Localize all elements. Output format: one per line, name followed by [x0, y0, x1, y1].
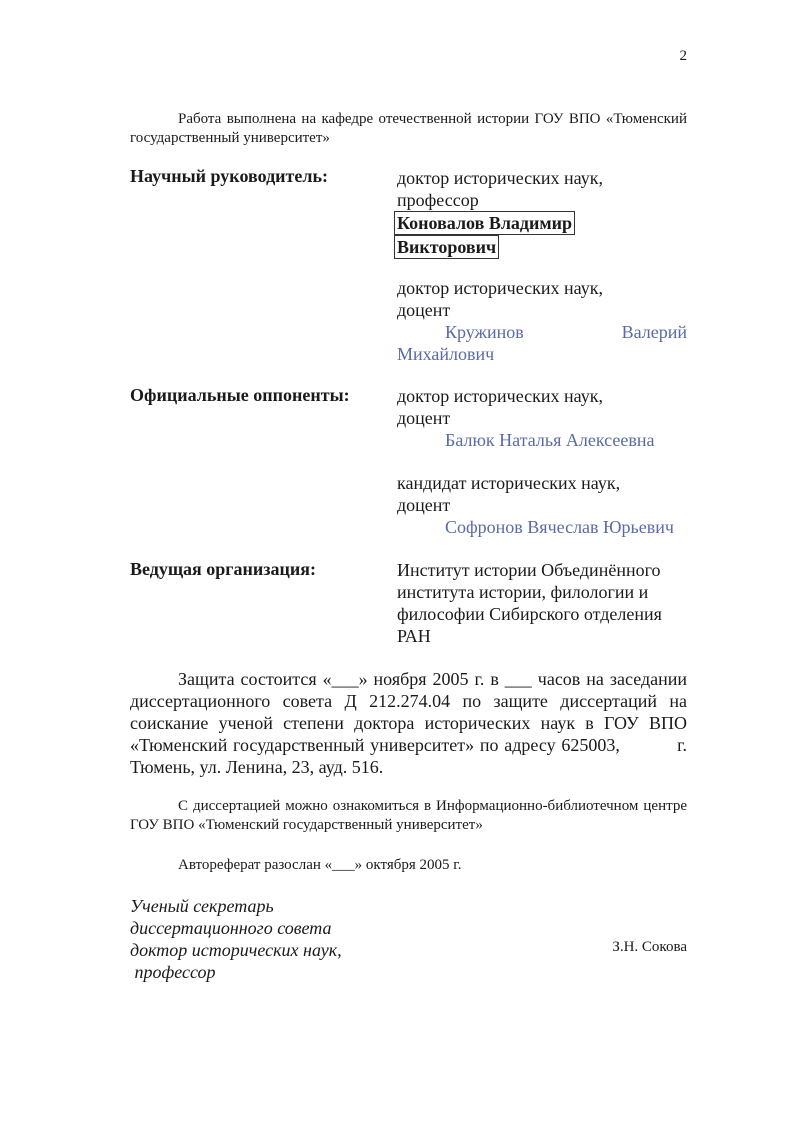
opponent-second-title: доцент: [397, 495, 451, 515]
supervisor-label: Научный руководитель:: [130, 166, 328, 186]
intro-paragraph: Работа выполнена на кафедре отечественной истории ГОУ ВПО «Тюменский государственный университет»: [130, 111, 687, 146]
defense-paragraph: Защита состоится «___» ноября 2005 г. в ___ часов на заседании диссертационного совета Д 212.274.04 по защите диссертаций на соискание ученой степени доктора исторических наук в ГОУ ВПО «Тюменский государственный университет» по адресу 625003, г. Тюмень, ул. Ленина, 23, ауд. 516.: [130, 669, 692, 777]
opponent-first: [397, 385, 687, 451]
opponent-second-name: Софронов Вячеслав Юрьевич: [445, 517, 674, 537]
supervisor-first: [397, 167, 687, 259]
secretary-line1: Ученый секретарь: [130, 896, 274, 916]
leading-org-name: [397, 559, 687, 647]
leading-org-line3: философии Сибирского отделения: [397, 604, 662, 624]
library-paragraph: С диссертацией можно ознакомиться в Информационно-библиотечном центре ГОУ ВПО «Тюменский государственный университет»: [130, 798, 687, 833]
secretary-line3: доктор исторических наук,: [130, 940, 342, 960]
supervisor-first-title: профессор: [397, 190, 479, 210]
supervisor-second: [397, 277, 687, 365]
leading-org-label: Ведущая организация:: [130, 559, 316, 579]
opponent-first-name: Балюк Наталья Алексеевна: [445, 430, 655, 450]
supervisor-first-name-line1: Коновалов Владимир: [394, 211, 575, 235]
opponent-first-degree: доктор исторических наук,: [397, 386, 603, 406]
opponents-label: Официальные оппоненты:: [130, 385, 350, 405]
sent-paragraph: Автореферат разослан «___» октября 2005 г.: [178, 857, 462, 873]
supervisor-second-degree: доктор исторических наук,: [397, 278, 603, 298]
supervisor-first-name-line2: Викторович: [394, 235, 499, 259]
leading-org-line4: РАН: [397, 626, 431, 646]
supervisor-second-title: доцент: [397, 300, 451, 320]
secretary-line2: диссертационного совета: [130, 918, 332, 938]
page-number: 2: [679, 48, 687, 64]
supervisor-second-name: [397, 321, 687, 343]
leading-org-line2: института истории, филологии и: [397, 582, 649, 602]
opponent-second: [397, 472, 687, 538]
supervisor-first-degree: доктор исторических наук,: [397, 168, 603, 188]
leading-org-line1: Институт истории Объединённого: [397, 560, 661, 580]
secretary-line4: профессор: [130, 962, 216, 982]
secretary-block: [130, 895, 430, 983]
supervisor-second-given: Валерий: [621, 322, 687, 342]
secretary-signature-name: З.Н. Сокова: [612, 939, 687, 955]
opponent-second-degree: кандидат исторических наук,: [397, 473, 621, 493]
supervisor-second-patronymic: Михайлович: [397, 344, 495, 364]
supervisor-second-surname: Кружинов: [445, 322, 524, 342]
opponent-first-title: доцент: [397, 408, 451, 428]
